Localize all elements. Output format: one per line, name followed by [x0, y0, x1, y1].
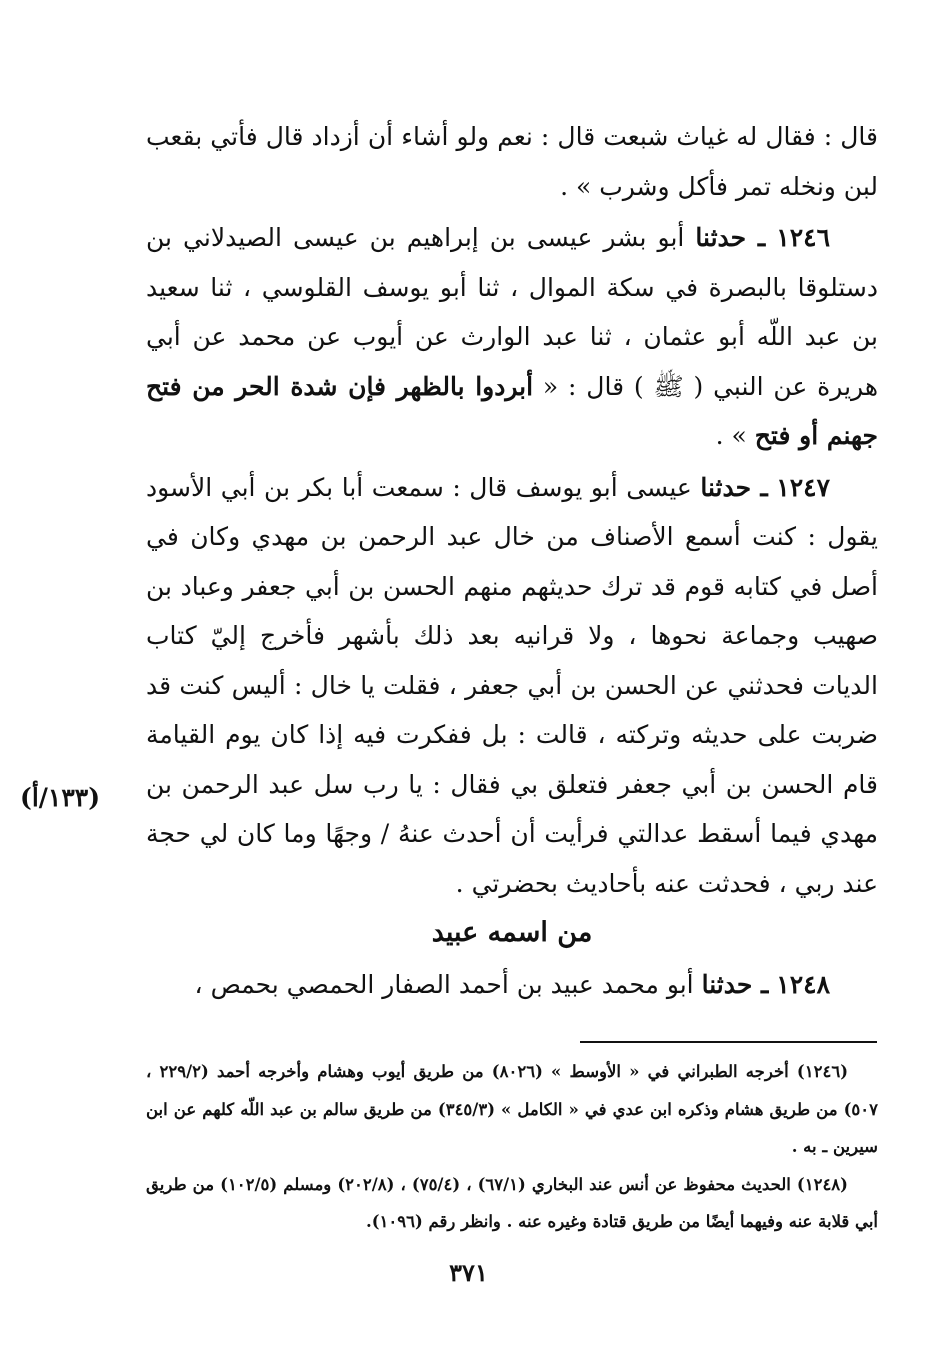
hadith-entry-1246	[146, 213, 878, 461]
page-number: ٣٧١	[449, 1258, 488, 1287]
main-text	[146, 112, 878, 1009]
carryover-paragraph: قال : فقال له غياث شبعت قال : نعم ولو أشاء أن أزداد قال فأتي بقعب لبن ونخله تمر فأكل وشرب » .	[146, 122, 878, 201]
footnote-1248: (١٢٤٨) الحديث محفوظ عن أنس عند البخاري (٦٧/١) ، (٧٥/٤) ، (٢٠٢/٨) ومسلم (١٠٢/٥) من طريق أبي قلابة عنه وفيهما أيضًا من طريق قتادة وغيره عنه . وانظر رقم (١٠٩٦).	[146, 1174, 878, 1231]
haddathana-label: ـ حدثنا	[700, 472, 768, 502]
hadith-matn: أبردوا بالظهر فإن شدة الحر من فتح جهنم أو فتح	[146, 371, 878, 450]
haddathana-label: ـ حدثنا	[695, 223, 766, 252]
hadith-entry-1247	[146, 463, 878, 909]
entry-number: ١٢٤٦	[776, 223, 830, 252]
footnote-1246: (١٢٤٦) أخرجه الطبراني في « الأوسط » (٨٠٢٦) من طريق أيوب وهشام وأخرجه أحمد (٢٢٩/٢ ، ٥٠٧) من طريق هشام وذكره ابن عدي في « الكامل » (٣٤٥/٣) من طريق سالم بن عبد اللّه كلهم عن ابن سيرين ـ به .	[146, 1062, 878, 1156]
entry-number: ١٢٤٧	[776, 472, 831, 502]
footnotes	[146, 1053, 878, 1241]
footnote-separator	[580, 1041, 877, 1043]
entry-number: ١٢٤٨	[776, 969, 830, 999]
isnad-text: أبو بشر عيسى بن إبراهيم بن عيسى الصيدلاني بن دستلوقا بالبصرة في سكة الموال ، ثنا أبو يوسف القلوسي ، ثنا سعيد بن عبد اللّه أبو عثمان ، ثنا عبد الوارث عن أيوب عن محمد عن أبي هريرة عن النبي ( ﷺ ) قال : «	[146, 223, 879, 401]
manuscript-folio-note: (١٣٣/أ)	[20, 783, 101, 812]
entry-text: عيسى أبو يوسف قال : سمعت أبا بكر بن أبي الأسود يقول : كنت أسمع الأصناف من خال عبد الرحمن بن مهدي وكان في أصل في كتابه قوم قد ترك حديثهم منهم الحسن بن أبي جعفر وعباد بن صهيب وجماعة نحوها ، ولا قرانيه بعد ذلك بأشهر فأخرج إليّ كتاب الديات فحدثني عن الحسن بن أبي جعفر ، فقلت يا خال : أليس كنت قد ضربت على حديثه وتركته ، قالت : بل ففكرت فيه إذا كان يوم القيامة قام الحسن بن أبي جعفر فتعلق بي فقال : يا رب سل عبد الرحمن بن مهدي فيما أسقط عدالتي فرأيت أن أحدث عنهُ / وجهًا وما كان لي حجة عند ربي ، فحدثت عنه بأحاديث بحضرتي .	[146, 472, 878, 898]
section-heading: من اسمه عبيد	[431, 917, 593, 948]
entry-text: أبو محمد عبيد بن أحمد الصفار الحمصي بحمص ،	[194, 969, 694, 999]
hadith-entry-1248	[146, 960, 878, 1010]
haddathana-label: ـ حدثنا	[701, 969, 769, 999]
closing-quote: » .	[715, 421, 747, 450]
